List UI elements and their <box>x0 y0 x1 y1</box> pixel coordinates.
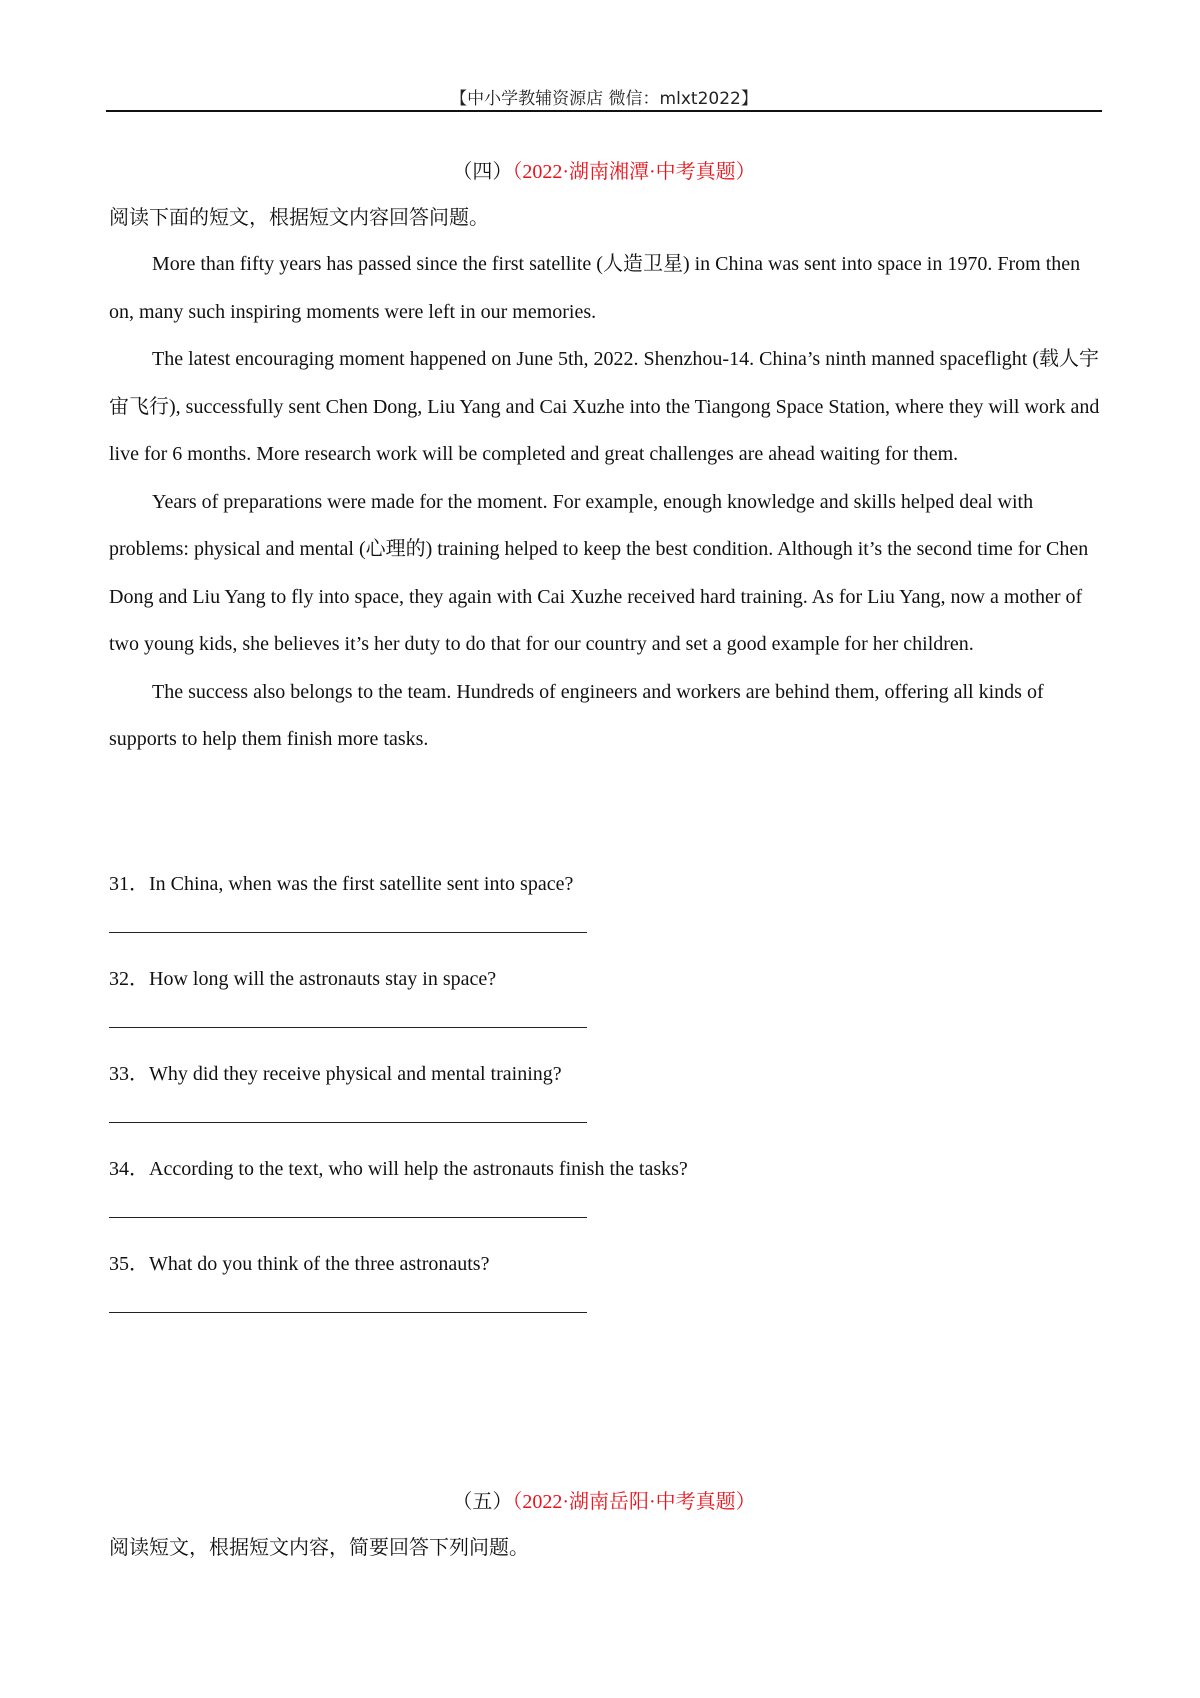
question-32: 32．How long will the astronauts stay in space? <box>109 968 497 990</box>
answer-line-34[interactable] <box>109 1217 587 1218</box>
passage-paragraph: The latest encouraging moment happened on June 5th, 2022. Shenzhou-14. China’s ninth manned spaceflight (载人宇宙飞行), successfully sent Chen Dong, Liu Yang and Cai Xuzhe into the Tiangong Space Station, where they will work and live for 6 months. More research work will be completed and great challenges are ahead waiting for them. <box>109 348 1100 465</box>
section-4-title <box>106 155 1102 184</box>
question-31: 31．In China, when was the first satellite sent into space? <box>109 873 574 895</box>
section-4-number: （四） <box>452 161 513 183</box>
section-5-instruction: 阅读短文，根据短文内容，简要回答下列问题。 <box>109 1537 529 1559</box>
section-5-source: （2022·湖南岳阳·中考真题） <box>512 1491 756 1513</box>
question-33: 33．Why did they receive physical and mental training? <box>109 1063 562 1085</box>
reading-passage <box>109 241 1103 764</box>
header-divider <box>106 110 1102 112</box>
question-35: 35．What do you think of the three astronauts? <box>109 1253 490 1275</box>
section-5-number: （五） <box>452 1491 513 1513</box>
section-4-instruction: 阅读下面的短文，根据短文内容回答问题。 <box>109 207 489 229</box>
question-34: 34．According to the text, who will help the astronauts finish the tasks? <box>109 1158 688 1180</box>
passage-paragraph: Years of preparations were made for the moment. For example, enough knowledge and skills helped deal with problems: physical and mental (心理的) training helped to keep the best condition. Although it’s the second time for Chen Dong and Liu Yang to fly into space, they again with Cai Xuzhe received hard training. As for Liu Yang, now a mother of two young kids, she believes it’s her duty to do that for our country and set a good example for her children. <box>109 490 1089 655</box>
answer-line-31[interactable] <box>109 932 587 933</box>
section-4-source: （2022·湖南湘潭·中考真题） <box>512 161 756 183</box>
answer-line-35[interactable] <box>109 1312 587 1313</box>
answer-line-32[interactable] <box>109 1027 587 1028</box>
passage-paragraph: The success also belongs to the team. Hundreds of engineers and workers are behind them, offering all kinds of supports to help them finish more tasks. <box>109 680 1044 750</box>
answer-line-33[interactable] <box>109 1122 587 1123</box>
passage-paragraph: More than fifty years has passed since the first satellite (人造卫星) in China was sent into space in 1970. From then on, many such inspiring moments were left in our memories. <box>109 253 1081 323</box>
section-5-title <box>106 1485 1102 1514</box>
page-header: 【中小学教辅资源店 微信：mlxt2022】 <box>450 89 758 109</box>
